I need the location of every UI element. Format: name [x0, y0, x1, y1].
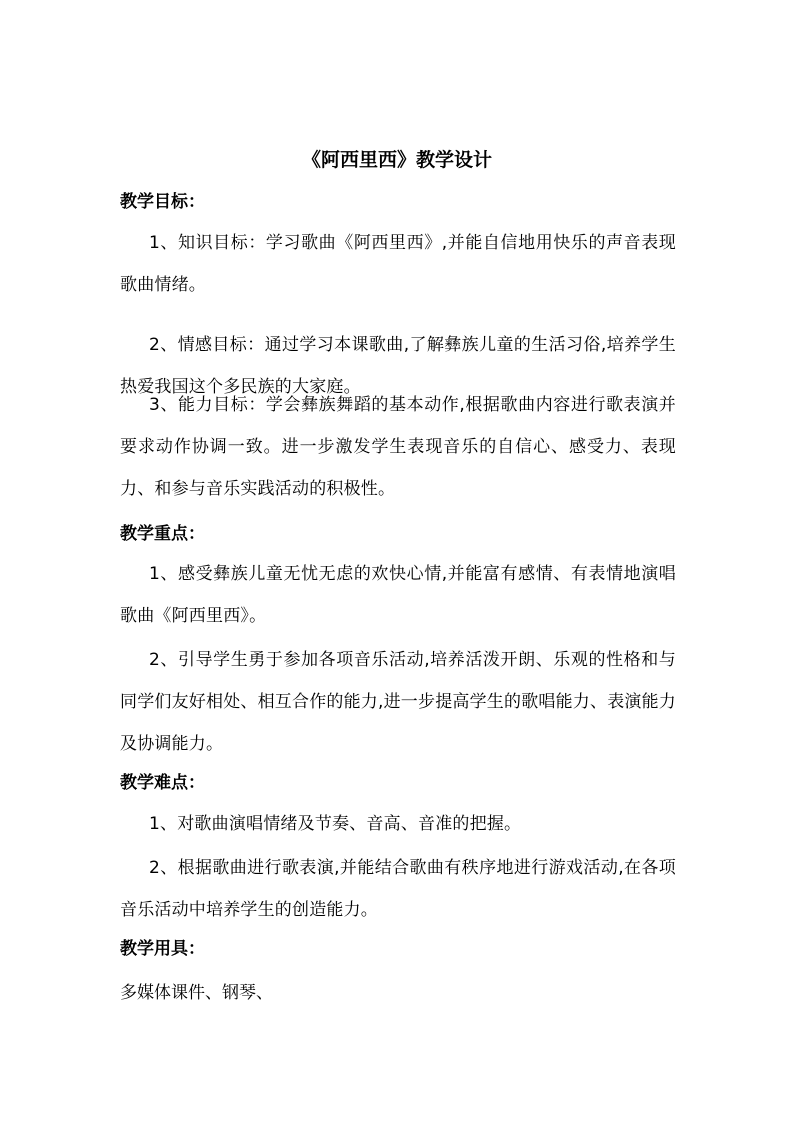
- section-heading-key-points: 教学重点：: [120, 524, 205, 544]
- section-heading-difficulties: 教学难点：: [120, 773, 205, 793]
- difficulty-item-1: 1、对歌曲演唱情绪及节奏、音高、音准的把握。: [149, 814, 522, 834]
- key-point-item-1: 1、感受彝族儿童无忧无虑的欢快心情,并能富有感情、有表情地演唱歌曲《阿西里西》。: [120, 564, 676, 626]
- goal-item-emotion: 2、情感目标：通过学习本课歌曲,了解彝族儿童的生活习俗,培养学生热爱我国这个多民族的大家庭。: [120, 335, 676, 397]
- materials-text: 多媒体课件、钢琴、: [120, 983, 273, 1003]
- section-heading-materials: 教学用具：: [120, 939, 205, 959]
- difficulty-item-2: 2、根据歌曲进行歌表演,并能结合歌曲有秩序地进行游戏活动,在各项音乐活动中培养学生的创造能力。: [120, 858, 676, 920]
- document-title: 《阿西里西》教学设计: [301, 149, 492, 171]
- goal-item-ability: 3、能力目标：学会彝族舞蹈的基本动作,根据歌曲内容进行歌表演并要求动作协调一致。进一步激发学生表现音乐的自信心、感受力、表现力、和参与音乐实践活动的积极性。: [120, 395, 676, 499]
- section-heading-goals: 教学目标：: [120, 192, 205, 212]
- goal-item-knowledge: 1、知识目标：学习歌曲《阿西里西》,并能自信地用快乐的声音表现歌曲情绪。: [120, 233, 676, 295]
- key-point-item-2: 2、引导学生勇于参加各项音乐活动,培养活泼开朗、乐观的性格和与同学们友好相处、相互合作的能力,进一步提高学生的歌唱能力、表演能力及协调能力。: [120, 650, 677, 754]
